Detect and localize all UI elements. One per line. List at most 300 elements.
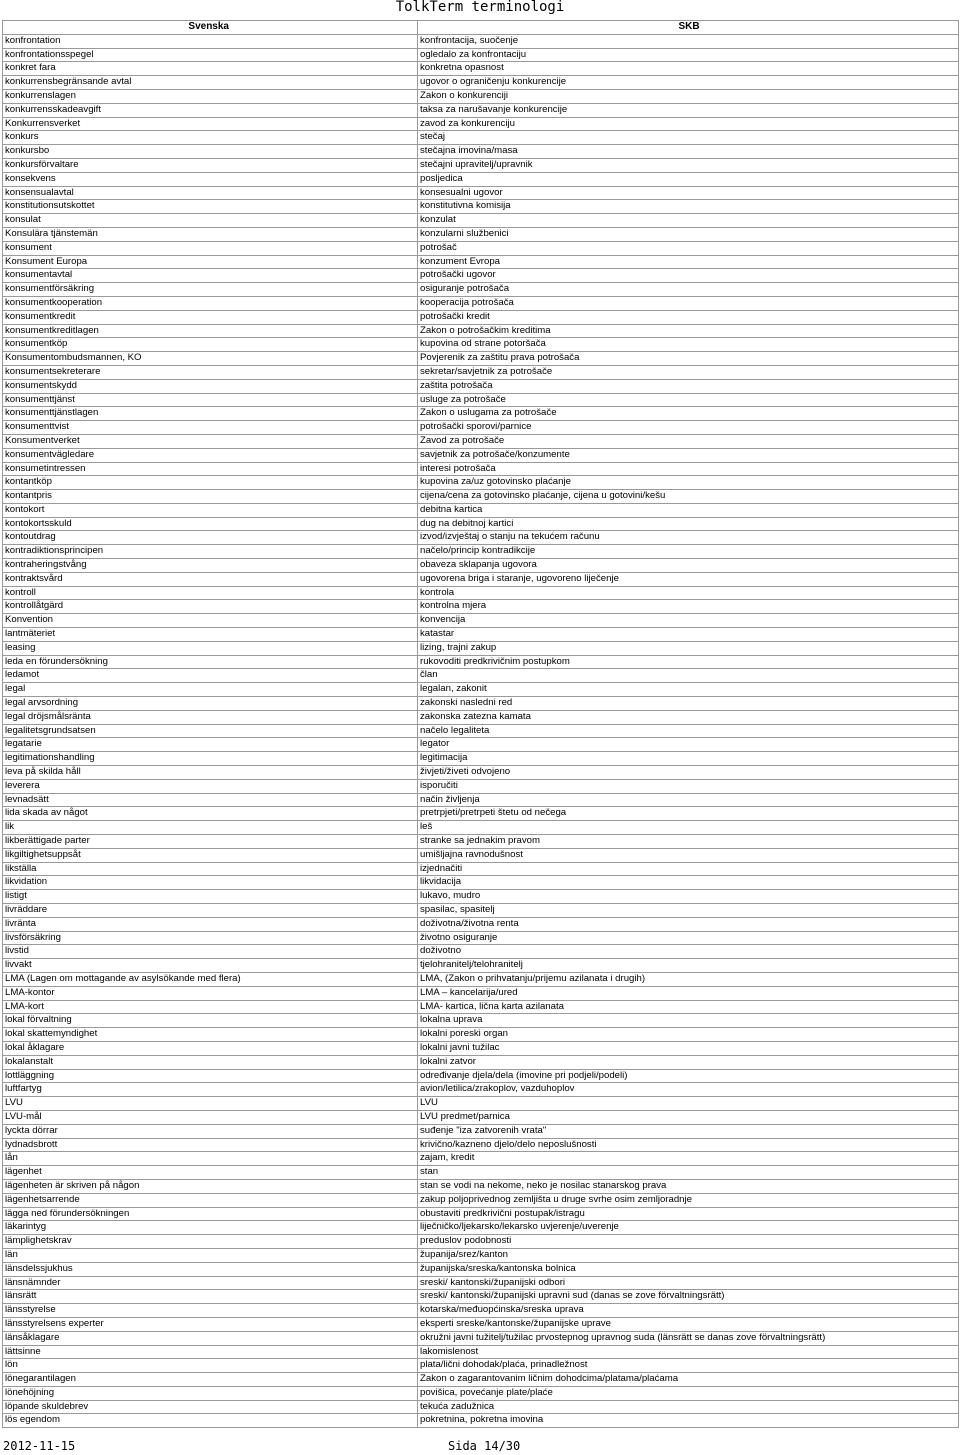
swedish-term: legal arvsordning	[3, 697, 418, 711]
swedish-term: lämplighetskrav	[3, 1235, 418, 1249]
skb-translation: LMA – kancelarija/ured	[418, 986, 959, 1000]
table-row	[3, 1138, 959, 1152]
swedish-term: kontokort	[3, 503, 418, 517]
swedish-term: leverera	[3, 779, 418, 793]
table-row	[3, 283, 959, 297]
skb-translation: određivanje djela/dela (imovine pri podjeli/podeli)	[418, 1069, 959, 1083]
skb-translation: legator	[418, 738, 959, 752]
swedish-term: livsförsäkring	[3, 931, 418, 945]
skb-translation: isporučiti	[418, 779, 959, 793]
skb-translation: kotarska/međuopćinska/sreska uprava	[418, 1304, 959, 1318]
table-row	[3, 476, 959, 490]
table-row	[3, 917, 959, 931]
swedish-term: löpande skuldebrev	[3, 1400, 418, 1414]
skb-translation: zajam, kredit	[418, 1152, 959, 1166]
skb-translation: doživotna/životna renta	[418, 917, 959, 931]
table-row	[3, 1097, 959, 1111]
swedish-term: kontantpris	[3, 490, 418, 504]
table-row	[3, 145, 959, 159]
table-row	[3, 1317, 959, 1331]
table-row	[3, 1166, 959, 1180]
swedish-term: leda en förundersökning	[3, 655, 418, 669]
skb-translation: stan	[418, 1166, 959, 1180]
skb-translation: lizing, trajni zakup	[418, 641, 959, 655]
swedish-term: länsrätt	[3, 1290, 418, 1304]
swedish-term: legal	[3, 683, 418, 697]
table-row	[3, 1028, 959, 1042]
skb-translation: zavod za konkurenciju	[418, 117, 959, 131]
table-row	[3, 490, 959, 504]
table-row	[3, 669, 959, 683]
skb-translation: LVU predmet/parnica	[418, 1110, 959, 1124]
table-row	[3, 945, 959, 959]
swedish-term: konsumetintressen	[3, 462, 418, 476]
skb-translation: izjednačiti	[418, 862, 959, 876]
table-row	[3, 655, 959, 669]
skb-translation: preduslov podobnosti	[418, 1235, 959, 1249]
table-row	[3, 1304, 959, 1318]
swedish-term: konsumentköp	[3, 338, 418, 352]
swedish-term: konsumenttjänst	[3, 393, 418, 407]
table-row	[3, 352, 959, 366]
table-row	[3, 986, 959, 1000]
skb-translation: tjelohranitelj/telohranitelj	[418, 959, 959, 973]
skb-translation: zakonska zatezna kamata	[418, 710, 959, 724]
swedish-term: LMA-kort	[3, 1000, 418, 1014]
skb-translation: konzularni službenici	[418, 227, 959, 241]
swedish-term: konsumentvägledare	[3, 448, 418, 462]
swedish-term: lägenhetsarrende	[3, 1193, 418, 1207]
table-row	[3, 1248, 959, 1262]
swedish-term: kontrollåtgärd	[3, 600, 418, 614]
skb-translation: stranke sa jednakim pravom	[418, 835, 959, 849]
swedish-term: konkursbo	[3, 145, 418, 159]
table-row	[3, 117, 959, 131]
header-row	[3, 21, 959, 35]
table-row	[3, 172, 959, 186]
swedish-term: Konkurrensverket	[3, 117, 418, 131]
table-row	[3, 1276, 959, 1290]
table-row	[3, 269, 959, 283]
skb-translation: lakomislenost	[418, 1345, 959, 1359]
skb-translation: usluge za potrošače	[418, 393, 959, 407]
skb-translation: leš	[418, 821, 959, 835]
column-header-skb: SKB	[418, 21, 959, 35]
swedish-term: konsumentskydd	[3, 379, 418, 393]
swedish-term: legitimationshandling	[3, 752, 418, 766]
swedish-term: konsulat	[3, 214, 418, 228]
skb-translation: lokalna uprava	[418, 1014, 959, 1028]
swedish-term: livränta	[3, 917, 418, 931]
table-row	[3, 34, 959, 48]
swedish-term: konsumentkreditlagen	[3, 324, 418, 338]
swedish-term: lägenhet	[3, 1166, 418, 1180]
skb-translation: konzument Evropa	[418, 255, 959, 269]
table-row	[3, 1359, 959, 1373]
skb-translation: suđenje "iza zatvorenih vrata"	[418, 1124, 959, 1138]
swedish-term: livstid	[3, 945, 418, 959]
swedish-term: lida skada av något	[3, 807, 418, 821]
skb-translation: ugovor o ograničenju konkurencije	[418, 76, 959, 90]
swedish-term: likställa	[3, 862, 418, 876]
swedish-term: Konsumentombudsmannen, KO	[3, 352, 418, 366]
table-row	[3, 904, 959, 918]
table-row	[3, 1290, 959, 1304]
swedish-term: konsumenttvist	[3, 421, 418, 435]
swedish-term: konsumentförsäkring	[3, 283, 418, 297]
skb-translation: taksa za narušavanje konkurencije	[418, 103, 959, 117]
skb-translation: stan se vodi na nekome, neko je nosilac stanarskog prava	[418, 1179, 959, 1193]
skb-translation: stečajna imovina/masa	[418, 145, 959, 159]
swedish-term: lydnadsbrott	[3, 1138, 418, 1152]
skb-translation: pokretnina, pokretna imovina	[418, 1414, 959, 1428]
skb-translation: Zakon o konkurenciji	[418, 89, 959, 103]
table-row	[3, 76, 959, 90]
table-row	[3, 338, 959, 352]
swedish-term: LMA-kontor	[3, 986, 418, 1000]
table-row	[3, 586, 959, 600]
skb-translation: obustaviti predkrivični postupak/istragu	[418, 1207, 959, 1221]
table-row	[3, 310, 959, 324]
table-row	[3, 641, 959, 655]
table-row	[3, 600, 959, 614]
skb-translation: stečaj	[418, 131, 959, 145]
skb-translation: kupovina za/uz gotovinsko plaćanje	[418, 476, 959, 490]
table-row	[3, 365, 959, 379]
swedish-term: leasing	[3, 641, 418, 655]
skb-translation: konzulat	[418, 214, 959, 228]
swedish-term: lös egendom	[3, 1414, 418, 1428]
skb-translation: konstitutivna komisija	[418, 200, 959, 214]
swedish-term: länsstyrelsens experter	[3, 1317, 418, 1331]
swedish-term: konsumentavtal	[3, 269, 418, 283]
swedish-term: konsumentsekreterare	[3, 365, 418, 379]
skb-translation: Povjerenik za zaštitu prava potrošača	[418, 352, 959, 366]
table-row	[3, 738, 959, 752]
skb-translation: načelo legaliteta	[418, 724, 959, 738]
swedish-term: levnadsätt	[3, 793, 418, 807]
skb-translation: plata/lični dohodak/plaća, prinadležnost	[418, 1359, 959, 1373]
table-row	[3, 1083, 959, 1097]
skb-translation: sekretar/savjetnik za potrošače	[418, 365, 959, 379]
table-row	[3, 821, 959, 835]
swedish-term: konstitutionsutskottet	[3, 200, 418, 214]
swedish-term: konkursförvaltare	[3, 158, 418, 172]
skb-translation: živjeti/živeti odvojeno	[418, 766, 959, 780]
skb-translation: osiguranje potrošača	[418, 283, 959, 297]
skb-translation: potrošački ugovor	[418, 269, 959, 283]
swedish-term: lyckta dörrar	[3, 1124, 418, 1138]
skb-translation: lokalni javni tužilac	[418, 1041, 959, 1055]
table-row	[3, 531, 959, 545]
skb-translation: dug na debitnoj kartici	[418, 517, 959, 531]
skb-translation: LMA, (Zakon o prihvatanju/prijemu azilanata i drugih)	[418, 972, 959, 986]
swedish-term: Konvention	[3, 614, 418, 628]
table-row	[3, 1152, 959, 1166]
skb-translation: sreski/ kantonski/županijski upravni sud (danas se zove förvaltningsrätt)	[418, 1290, 959, 1304]
skb-translation: liječničko/ljekarsko/lekarsko uvjerenje/uverenje	[418, 1221, 959, 1235]
table-row	[3, 1400, 959, 1414]
footer-date: 2012-11-15	[3, 1439, 76, 1453]
table-row	[3, 517, 959, 531]
table-row	[3, 131, 959, 145]
skb-translation: potrošački sporovi/parnice	[418, 421, 959, 435]
table-row	[3, 1221, 959, 1235]
swedish-term: lönehöjning	[3, 1386, 418, 1400]
glossary-table	[2, 20, 959, 1428]
swedish-term: livräddare	[3, 904, 418, 918]
swedish-term: kontradiktionsprincipen	[3, 545, 418, 559]
table-row	[3, 48, 959, 62]
skb-translation: Zakon o uslugama za potrošače	[418, 407, 959, 421]
skb-translation: kooperacija potrošača	[418, 296, 959, 310]
skb-translation: načelo/princip kontradikcije	[418, 545, 959, 559]
table-row	[3, 724, 959, 738]
skb-translation: posljedica	[418, 172, 959, 186]
swedish-term: konsekvens	[3, 172, 418, 186]
table-row	[3, 697, 959, 711]
swedish-term: likberättigade parter	[3, 835, 418, 849]
table-row	[3, 1000, 959, 1014]
swedish-term: leva på skilda håll	[3, 766, 418, 780]
swedish-term: konkurrensbegränsande avtal	[3, 76, 418, 90]
table-row	[3, 972, 959, 986]
table-row	[3, 62, 959, 76]
table-row	[3, 158, 959, 172]
swedish-term: konsumenttjänstlagen	[3, 407, 418, 421]
skb-translation: doživotno	[418, 945, 959, 959]
table-row	[3, 779, 959, 793]
table-row	[3, 241, 959, 255]
skb-translation: legitimacija	[418, 752, 959, 766]
table-row	[3, 434, 959, 448]
swedish-term: LVU-mål	[3, 1110, 418, 1124]
table-row	[3, 462, 959, 476]
skb-translation: LMA- kartica, lična karta azilanata	[418, 1000, 959, 1014]
skb-translation: spasilac, spasitelj	[418, 904, 959, 918]
skb-translation: potrošački kredit	[418, 310, 959, 324]
skb-translation: Zakon o potrošačkim kreditima	[418, 324, 959, 338]
skb-translation: cijena/cena za gotovinsko plaćanje, cijena u gotovini/kešu	[418, 490, 959, 504]
swedish-term: Konsulära tjänstemän	[3, 227, 418, 241]
swedish-term: länsåklagare	[3, 1331, 418, 1345]
swedish-term: luftfartyg	[3, 1083, 418, 1097]
table-row	[3, 931, 959, 945]
swedish-term: lön	[3, 1359, 418, 1373]
skb-translation: avion/letilica/zrakoplov, vazduhoplov	[418, 1083, 959, 1097]
skb-translation: kontrolna mjera	[418, 600, 959, 614]
swedish-term: konfrontationsspegel	[3, 48, 418, 62]
skb-translation: debitna kartica	[418, 503, 959, 517]
swedish-term: konkurrensskadeavgift	[3, 103, 418, 117]
table-row	[3, 1207, 959, 1221]
swedish-term: länsdelssjukhus	[3, 1262, 418, 1276]
table-row	[3, 710, 959, 724]
swedish-term: kontraheringstvång	[3, 559, 418, 573]
skb-translation: interesi potrošača	[418, 462, 959, 476]
table-row	[3, 766, 959, 780]
swedish-term: konkret fara	[3, 62, 418, 76]
skb-translation: savjetnik za potrošače/konzumente	[418, 448, 959, 462]
table-row	[3, 324, 959, 338]
swedish-term: läkarintyg	[3, 1221, 418, 1235]
swedish-term: kontoutdrag	[3, 531, 418, 545]
swedish-term: konfrontation	[3, 34, 418, 48]
table-row	[3, 862, 959, 876]
table-row	[3, 1345, 959, 1359]
table-row	[3, 1386, 959, 1400]
swedish-term: lokal förvaltning	[3, 1014, 418, 1028]
swedish-term: Konsumentverket	[3, 434, 418, 448]
table-row	[3, 186, 959, 200]
swedish-term: legalitetsgrundsatsen	[3, 724, 418, 738]
swedish-term: konsument	[3, 241, 418, 255]
table-row	[3, 89, 959, 103]
table-row	[3, 1414, 959, 1428]
skb-translation: način življenja	[418, 793, 959, 807]
swedish-term: län	[3, 1248, 418, 1262]
table-row	[3, 835, 959, 849]
swedish-term: likvidation	[3, 876, 418, 890]
table-row	[3, 503, 959, 517]
skb-translation: likvidacija	[418, 876, 959, 890]
table-row	[3, 628, 959, 642]
swedish-term: LVU	[3, 1097, 418, 1111]
skb-translation: županijska/sreska/kantonska bolnica	[418, 1262, 959, 1276]
column-header-svenska: Svenska	[3, 21, 418, 35]
skb-translation: sreski/ kantonski/županijski odbori	[418, 1276, 959, 1290]
table-row	[3, 103, 959, 117]
skb-translation: županija/srez/kanton	[418, 1248, 959, 1262]
page-number: Sida 14/30	[448, 1439, 521, 1453]
skb-translation: zakup poljoprivednog zemljišta u druge svrhe osim zemljoradnje	[418, 1193, 959, 1207]
skb-translation: Zavod za potrošače	[418, 434, 959, 448]
skb-translation: obaveza sklapanja ugovora	[418, 559, 959, 573]
table-row	[3, 1179, 959, 1193]
skb-translation: konsesualni ugovor	[418, 186, 959, 200]
skb-translation: pretrpjeti/pretrpeti štetu od nečega	[418, 807, 959, 821]
table-row	[3, 200, 959, 214]
table-row	[3, 1331, 959, 1345]
swedish-term: legatarie	[3, 738, 418, 752]
table-row	[3, 559, 959, 573]
skb-translation: kupovina od strane potoršača	[418, 338, 959, 352]
swedish-term: likgiltighetsuppsåt	[3, 848, 418, 862]
skb-translation: legalan, zakonit	[418, 683, 959, 697]
skb-translation: lokalni zatvor	[418, 1055, 959, 1069]
skb-translation: ogledalo za konfrontaciju	[418, 48, 959, 62]
table-row	[3, 407, 959, 421]
table-row	[3, 1193, 959, 1207]
swedish-term: ledamot	[3, 669, 418, 683]
table-row	[3, 1124, 959, 1138]
table-row	[3, 1110, 959, 1124]
skb-translation: lokalni poreski organ	[418, 1028, 959, 1042]
skb-translation: LVU	[418, 1097, 959, 1111]
table-row	[3, 1262, 959, 1276]
skb-translation: povišica, povećanje plate/plaće	[418, 1386, 959, 1400]
skb-translation: umišljajna ravnodušnost	[418, 848, 959, 862]
table-row	[3, 793, 959, 807]
table-row	[3, 683, 959, 697]
swedish-term: lokalanstalt	[3, 1055, 418, 1069]
swedish-term: lättsinne	[3, 1345, 418, 1359]
table-row	[3, 296, 959, 310]
skb-translation: krivično/kazneno djelo/delo neposlušnosti	[418, 1138, 959, 1152]
table-row	[3, 255, 959, 269]
table-row	[3, 448, 959, 462]
table-row	[3, 1373, 959, 1387]
swedish-term: länsnämnder	[3, 1276, 418, 1290]
swedish-term: konsensualavtal	[3, 186, 418, 200]
skb-translation: životno osiguranje	[418, 931, 959, 945]
swedish-term: lägga ned förundersökningen	[3, 1207, 418, 1221]
skb-translation: konfrontacija, suočenje	[418, 34, 959, 48]
swedish-term: konsumentkredit	[3, 310, 418, 324]
table-row	[3, 890, 959, 904]
table-row	[3, 1055, 959, 1069]
swedish-term: lägenheten är skriven på någon	[3, 1179, 418, 1193]
skb-translation: kontrola	[418, 586, 959, 600]
swedish-term: lantmäteriet	[3, 628, 418, 642]
skb-translation: stečajni upravitelj/upravnik	[418, 158, 959, 172]
skb-translation: potrošač	[418, 241, 959, 255]
swedish-term: listigt	[3, 890, 418, 904]
swedish-term: lönegarantilagen	[3, 1373, 418, 1387]
swedish-term: livvakt	[3, 959, 418, 973]
skb-translation: rukovoditi predkrivičnim postupkom	[418, 655, 959, 669]
skb-translation: eksperti sreske/kantonske/županijske uprave	[418, 1317, 959, 1331]
skb-translation: tekuća zadužnica	[418, 1400, 959, 1414]
table-row	[3, 876, 959, 890]
table-row	[3, 807, 959, 821]
swedish-term: kontantköp	[3, 476, 418, 490]
table-row	[3, 1041, 959, 1055]
swedish-term: kontraktsvård	[3, 572, 418, 586]
swedish-term: lokal skattemyndighet	[3, 1028, 418, 1042]
skb-translation: okružni javni tužitelj/tužilac prvostepnog upravnog suda (länsrätt se danas zove förvaltningsrätt)	[418, 1331, 959, 1345]
table-row	[3, 379, 959, 393]
skb-translation: član	[418, 669, 959, 683]
swedish-term: lokal åklagare	[3, 1041, 418, 1055]
table-row	[3, 848, 959, 862]
skb-translation: zakonski nasledni red	[418, 697, 959, 711]
swedish-term: konkurs	[3, 131, 418, 145]
swedish-term: legal dröjsmålsränta	[3, 710, 418, 724]
skb-translation: lukavo, mudro	[418, 890, 959, 904]
swedish-term: Konsument Europa	[3, 255, 418, 269]
table-row	[3, 572, 959, 586]
table-row	[3, 1069, 959, 1083]
document-title: TolkTerm terminologi	[395, 0, 565, 15]
table-row	[3, 1014, 959, 1028]
swedish-term: lottläggning	[3, 1069, 418, 1083]
skb-translation: ugovorena briga i staranje, ugovoreno liječenje	[418, 572, 959, 586]
swedish-term: konsumentkooperation	[3, 296, 418, 310]
swedish-term: LMA (Lagen om mottagande av asylsökande med flera)	[3, 972, 418, 986]
skb-translation: izvod/izvještaj o stanju na tekućem računu	[418, 531, 959, 545]
table-row	[3, 752, 959, 766]
swedish-term: kontokortsskuld	[3, 517, 418, 531]
skb-translation: katastar	[418, 628, 959, 642]
table-row	[3, 214, 959, 228]
swedish-term: kontroll	[3, 586, 418, 600]
table-row	[3, 959, 959, 973]
table-row	[3, 545, 959, 559]
skb-translation: konkretna opasnost	[418, 62, 959, 76]
swedish-term: länsstyrelse	[3, 1304, 418, 1318]
skb-translation: konvencija	[418, 614, 959, 628]
